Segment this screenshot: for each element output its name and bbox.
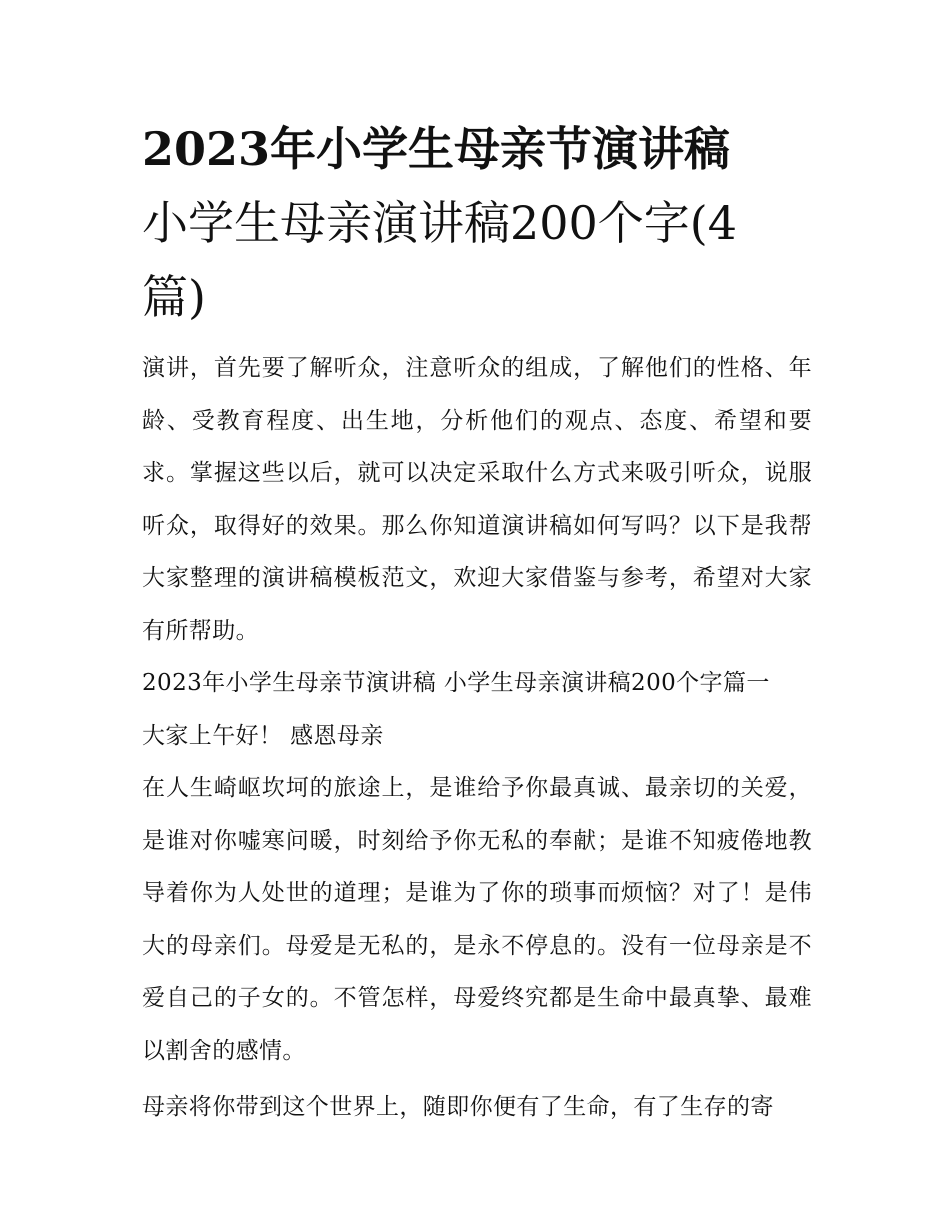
section-heading: 2023年小学生母亲节演讲稿 小学生母亲演讲稿200个字篇一: [142, 670, 770, 696]
title-line-3: 篇): [142, 270, 206, 324]
intro-paragraph: 演讲，首先要了解听众，注意听众的组成，了解他们的性格、年龄、受教育程度、出生地，分析他们的观点、态度、希望和要求。掌握这些以后，就可以决定采取什么方式来吸引听众，说服听众，取得好的效果。那么你知道演讲稿如何写吗？以下是我帮大家整理的演讲稿模板范文，欢迎大家借鉴与参考，希望对大家有所帮助。: [142, 355, 812, 644]
greeting-line: 大家上午好！ 感恩母亲: [142, 722, 384, 749]
document-body: [142, 342, 812, 1134]
document-title: [142, 112, 812, 334]
body-paragraph-2: 母亲将你带到这个世界上，随即你便有了生命，有了生存的寄: [142, 1094, 774, 1120]
title-line-1: 2023年小学生母亲节演讲稿: [142, 122, 731, 176]
title-line-2: 小学生母亲演讲稿200个字(4: [142, 196, 738, 250]
body-paragraph-1: 在人生崎岖坎坷的旅途上，是谁给予你最真诚、最亲切的关爱，是谁对你嘘寒问暖，时刻给予你无私的奉献；是谁不知疲倦地教导着你为人处世的道理；是谁为了你的琐事而烦恼？对了！是伟大的母亲们。母爱是无私的，是永不停息的。没有一位母亲是不爱自己的子女的。不管怎样，母爱终究都是生命中最真挚、最难以割舍的感情。: [142, 775, 812, 1064]
document-page: [142, 112, 812, 1134]
